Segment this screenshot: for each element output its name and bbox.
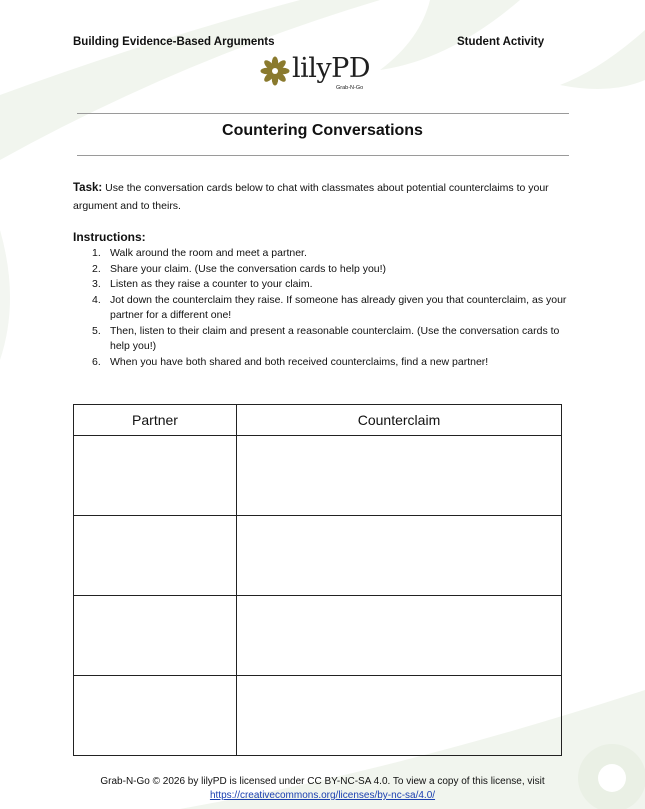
partner-cell[interactable] [74,596,237,676]
list-item-text: Jot down the counterclaim they raise. If someone has already given you that counterclaim, as your partner for a different one! [110,293,567,321]
lilypd-logo [258,51,393,95]
partner-cell[interactable] [74,436,237,516]
partner-cell[interactable] [74,676,237,756]
list-item-text: Share your claim. (Use the conversation cards to help you!) [110,262,387,275]
license-footer [0,775,645,803]
list-item-text: Listen as they raise a counter to your claim. [110,278,313,290]
list-item-text: Then, listen to their claim and present a reasonable counterclaim. (Use the conversation cards to help you!) [110,324,560,352]
counterclaim-cell[interactable] [237,516,562,596]
lily-flower-icon [260,56,290,86]
list-item-number: 2. [92,262,101,275]
page-title: Countering Conversations [222,122,423,139]
title-bottom-rule [77,155,569,156]
partner-cell[interactable] [74,516,237,596]
license-text: Grab-N-Go © 2026 by lilyPD is licensed under CC BY-NC-SA 4.0. To view a copy of this license, visit [100,776,545,787]
table-header-row [74,405,562,436]
counterclaim-cell[interactable] [237,436,562,516]
list-item [73,277,573,293]
list-item-text: When you have both shared and both received counterclaims, find a new partner! [110,355,489,368]
list-item [73,293,573,324]
list-item [73,355,573,371]
column-header-partner: Partner [74,405,237,436]
table-row [74,596,562,676]
list-item [73,262,573,278]
list-item-text: Walk around the room and meet a partner. [110,247,307,259]
counterclaim-cell[interactable] [237,676,562,756]
task-paragraph [73,180,573,215]
table-row [74,436,562,516]
column-header-counterclaim: Counterclaim [237,405,562,436]
counterclaim-table [73,404,562,756]
logo-wordmark: lilyPD [292,53,370,84]
list-item [73,246,573,262]
list-item-number: 6. [92,355,101,368]
table-row [74,516,562,596]
list-item-number: 5. [92,324,101,337]
list-item-number: 4. [92,293,101,306]
document-series-title: Building Evidence-Based Arguments [73,36,275,48]
license-link[interactable]: https://creativecommons.org/licenses/by-nc-sa/4.0/ [209,790,436,801]
table-row [74,676,562,756]
title-top-rule [77,113,569,114]
list-item [73,324,573,355]
list-item-number: 1. [92,247,101,259]
instructions-heading: Instructions: [73,230,146,244]
task-label: Task: [73,182,103,194]
document-type-label: Student Activity [457,36,545,48]
list-item-number: 3. [92,278,101,290]
logo-tagline: Grab-N-Go [336,85,364,91]
instructions-list [73,246,573,370]
task-text: Use the conversation cards below to chat with classmates about potential counterclaims to your argument and to theirs. [73,182,549,212]
counterclaim-cell[interactable] [237,596,562,676]
